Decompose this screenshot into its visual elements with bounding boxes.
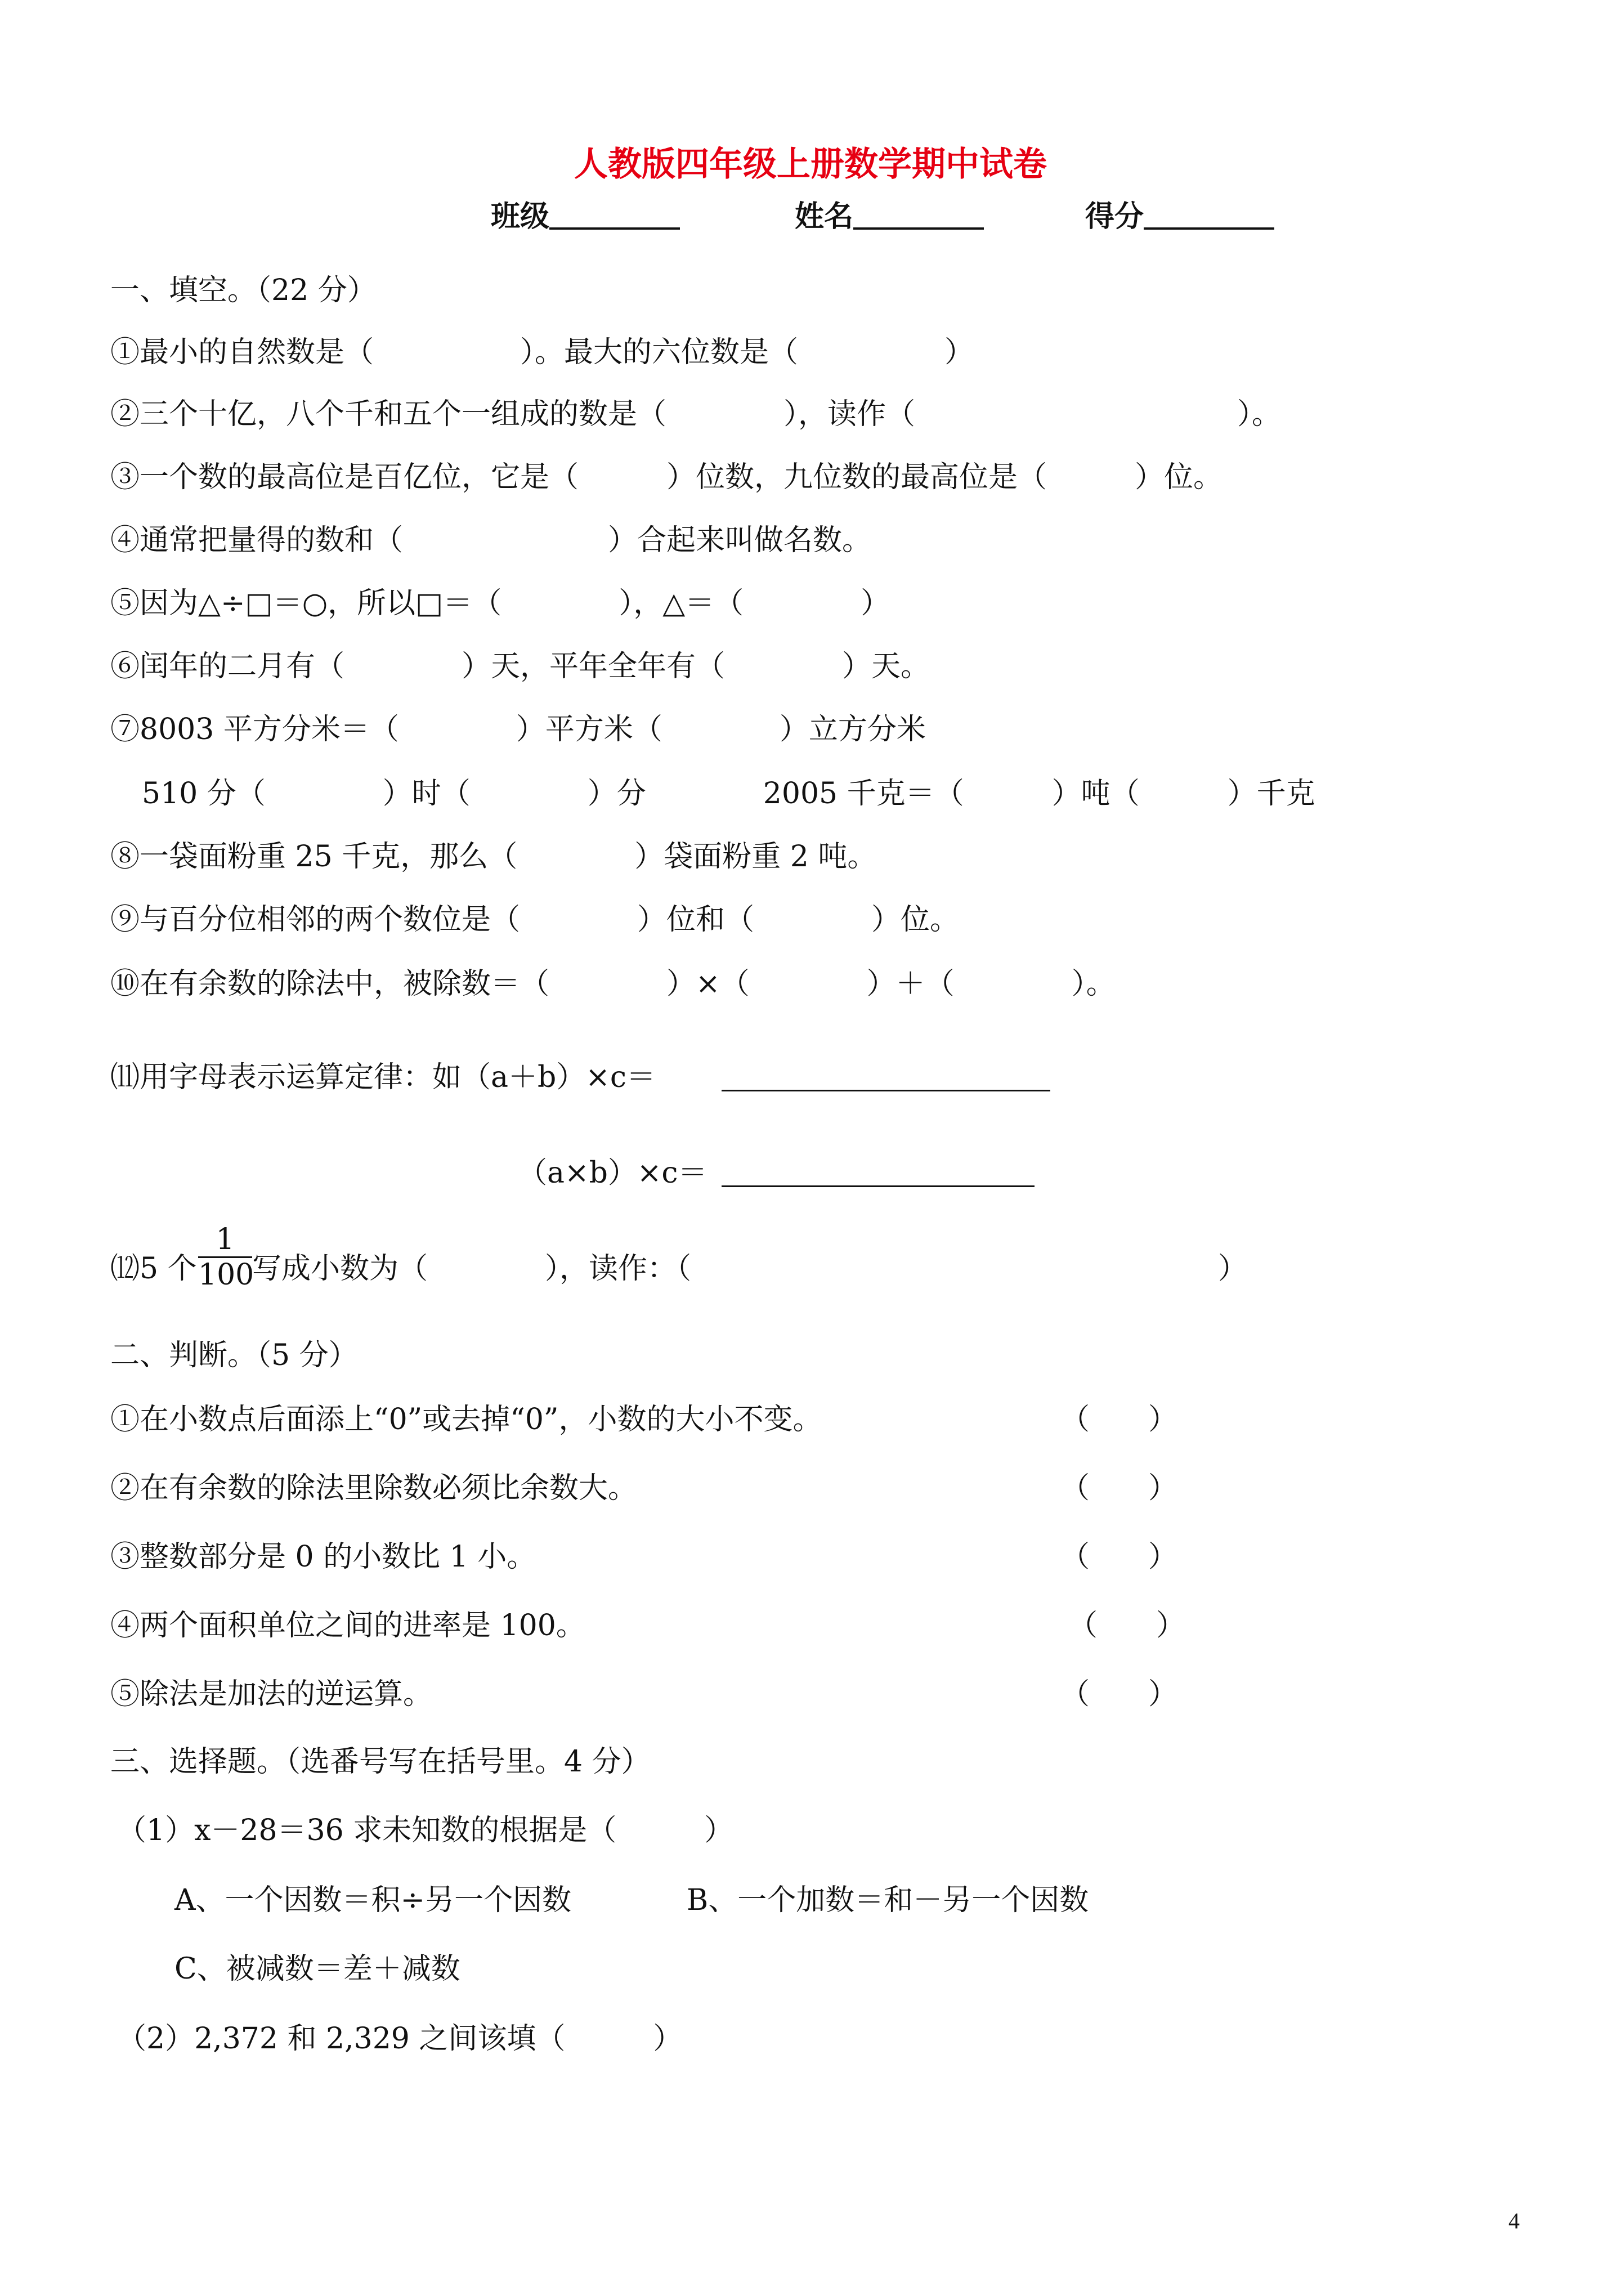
score-label: 得分 [1085,199,1144,234]
s3-q1-option-b[interactable]: B、一个加数＝和－另一个因数 [687,1883,1089,1917]
s1-question-11b: （a×b）×c＝ [518,1156,707,1190]
s1-question-10: ⑩在有余数的除法中，被除数＝（ ）×（ ）＋（ ）。 [110,967,1116,1001]
name-blank[interactable] [853,198,984,230]
s1-question-7a: ⑦8003 平方分米＝（ ）平方米（ ）立方分米 [110,713,926,746]
s1-question-9: ⑨与百分位相邻的两个数位是（ ）位和（ ）位。 [110,903,960,937]
s2-item-1: ①在小数点后面添上“0”或去掉“0”，小数的大小不变。 [110,1403,822,1436]
s2-item-4: ④两个面积单位之间的进率是 100。 [110,1609,585,1642]
section2-heading: 二、判断。（5 分） [110,1339,358,1372]
s1-question-12-prefix: ⑿5 个 [110,1252,197,1286]
s1-question-11a: ⑾用字母表示运算定律：如（a＋b）×c＝ [110,1060,656,1094]
s3-q1-option-a[interactable]: A、一个因数＝积÷另一个因数 [174,1883,572,1917]
section3-heading: 三、选择题。（选番号写在括号里。4 分） [110,1745,651,1779]
s1-question-5: ⑤因为△÷□＝○，所以□＝（ ），△＝（ ） [110,587,890,620]
s1-question-4: ④通常把量得的数和（ ）合起来叫做名数。 [110,523,872,557]
s1-question-1: ①最小的自然数是（ ）。最大的六位数是（ ） [110,335,974,369]
name-field[interactable] [795,198,984,235]
answer-line-11b[interactable] [722,1185,1035,1187]
fraction-numerator: 1 [216,1223,235,1256]
exam-title: 人教版四年级上册数学期中试卷 [574,145,1047,184]
s2-item-5: ⑤除法是加法的逆运算。 [110,1677,433,1711]
s1-question-6: ⑥闰年的二月有（ ）天，平年全年有（ ）天。 [110,650,930,683]
fraction-one-hundredth [198,1223,252,1292]
class-blank[interactable] [549,198,680,230]
s1-question-7b: 510 分（ ）时（ ）分 2005 千克＝（ ）吨（ ）千克 [142,777,1315,811]
s1-question-12-suffix: 写成小数为（ ），读作：（ ） [252,1252,1248,1286]
s2-answer-blank-4[interactable]: （ ） [1068,1609,1186,1642]
score-blank[interactable] [1144,198,1274,230]
answer-line-11a[interactable] [722,1090,1050,1091]
s1-question-8: ⑧一袋面粉重 25 千克，那么（ ）袋面粉重 2 吨。 [110,840,877,874]
s2-answer-blank-3[interactable]: （ ） [1060,1540,1178,1574]
s2-item-3: ③整数部分是 0 的小数比 1 小。 [110,1540,536,1574]
s1-question-2: ②三个十亿，八个千和五个一组成的数是（ ），读作（ ）。 [110,397,1282,431]
s1-question-3: ③一个数的最高位是百亿位，它是（ ）位数，九位数的最高位是（ ）位。 [110,460,1223,494]
section1-heading: 一、填空。（22 分） [110,274,377,307]
s3-question-1: （1）x－28＝36 求未知数的根据是（ ） [117,1814,734,1847]
class-label: 班级 [491,199,550,234]
s3-q1-option-c[interactable]: C、被减数＝差＋减数 [174,1952,460,1986]
s3-question-2: （2）2,372 和 2,329 之间该填（ ） [117,2022,683,2056]
s2-item-2: ②在有余数的除法里除数必须比余数大。 [110,1471,638,1505]
s2-answer-blank-5[interactable]: （ ） [1060,1677,1178,1711]
score-field[interactable] [1085,198,1274,235]
s2-answer-blank-2[interactable]: （ ） [1060,1471,1178,1505]
s2-answer-blank-1[interactable]: （ ） [1060,1403,1178,1436]
class-field[interactable] [491,198,680,235]
fraction-denominator: 100 [198,1258,254,1292]
page-number: 4 [1508,2208,1520,2234]
name-label: 姓名 [795,199,854,234]
